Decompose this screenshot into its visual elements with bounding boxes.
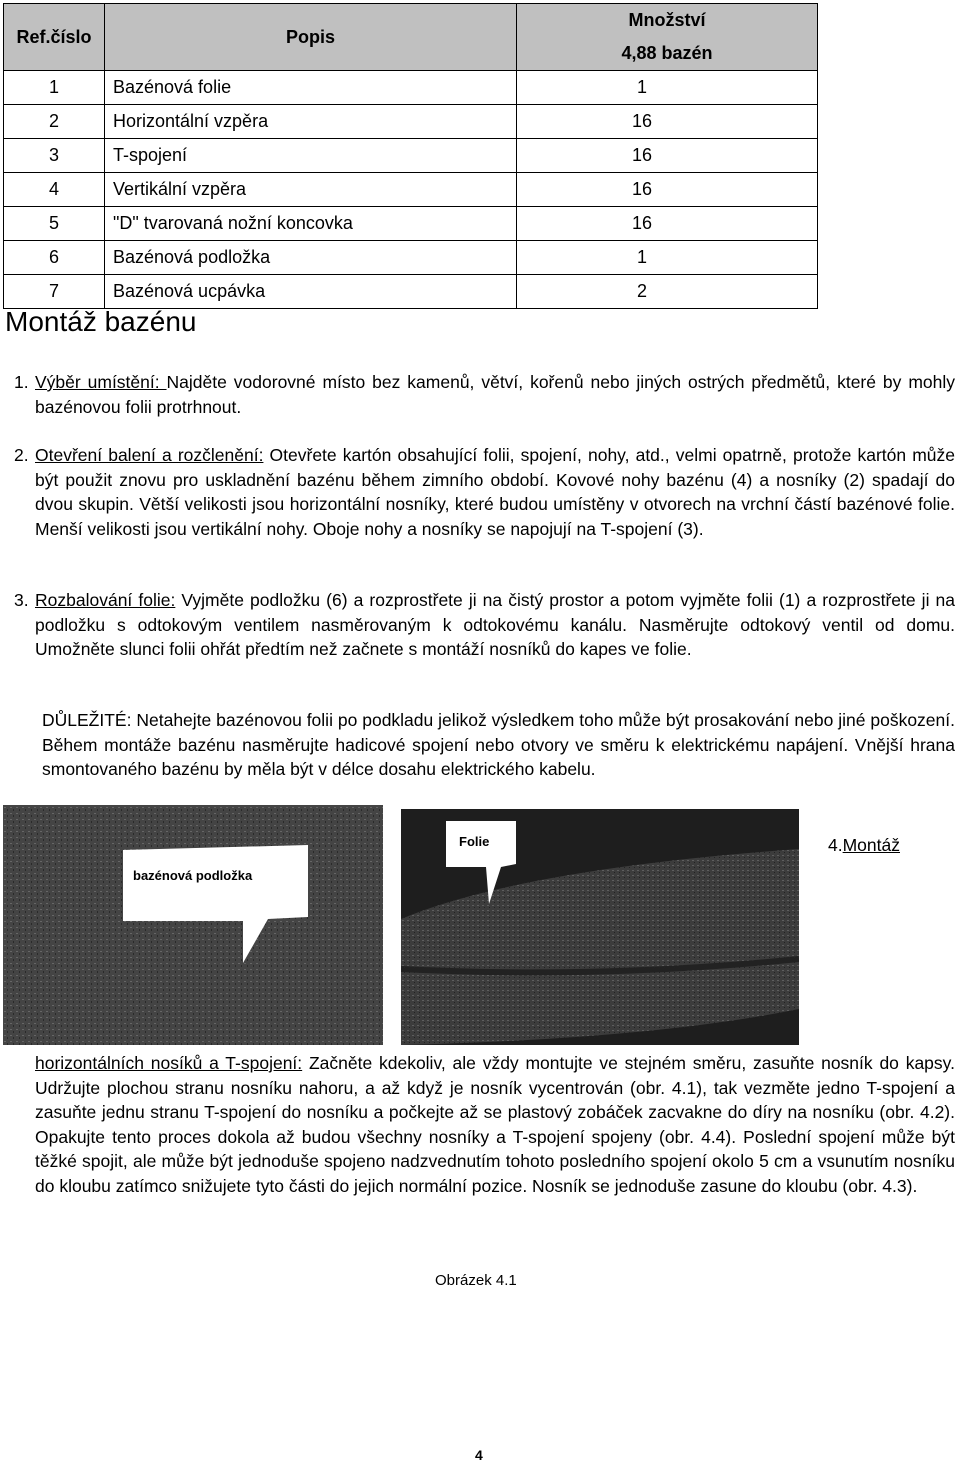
table-cell-ref: 1 [4, 71, 105, 105]
step-1 [14, 370, 955, 419]
step-4 [35, 1051, 955, 1198]
table-cell-desc: Bazénová folie [105, 71, 517, 105]
step-4-number: 4. [828, 835, 843, 855]
table-header-row [4, 4, 818, 38]
table-row [4, 241, 818, 275]
table-cell-ref: 3 [4, 139, 105, 173]
table-cell-ref: 7 [4, 275, 105, 309]
step-3 [14, 588, 955, 662]
table-cell-desc: Vertikální vzpěra [105, 173, 517, 207]
section-title: Montáž bazénu [5, 306, 197, 337]
step-4-heading-a: Montáž [842, 835, 900, 855]
header-qty: Množství [517, 4, 818, 38]
step-4-body: Začněte kdekoliv, ale vždy montujte ve stejném směru, zasuňte nosník do kapsy. Udržujte plochou stranu nosníku nahoru, a až když je nosník vycentrován (obr. 4.1), tak vezměte jedno T-spojení a zasuňte jednu stranu T-spojení do nosníku a počkejte až se plastový zobáček zacvakne do díry na nosníku (obr. 4.2). Opakujte tento proces dokola až budou všechny nosníky a T-spojení spojeny (obr. 4.4). Poslední spojení může být těžké spojit, ale může být jednoduše spojeno nadzvednutím tohoto posledního spojení okolo 5 cm a vsunutím nosníku do kloubu zatímco snižujete tyto části do jejich normální pozice. Nosník se jednoduše zasune do kloubu (obr. 4.3). [35, 1053, 955, 1196]
step-1-heading: Výběr umístění: [35, 372, 167, 392]
table-cell-qty: 16 [517, 173, 818, 207]
photo-label-underlay: bazénová podložka [133, 868, 253, 883]
parts-table [3, 3, 818, 309]
table-cell-ref: 6 [4, 241, 105, 275]
table-row [4, 139, 818, 173]
table-row [4, 71, 818, 105]
table-row [4, 207, 818, 241]
table-cell-qty: 2 [517, 275, 818, 309]
step-2-heading: Otevření balení a rozčlenění: [35, 445, 264, 465]
step-1-number: 1. [14, 372, 29, 392]
header-qty-sub: 4,88 bazén [517, 37, 818, 71]
table-cell-qty: 1 [517, 241, 818, 275]
table-cell-qty: 16 [517, 139, 818, 173]
step-2 [14, 443, 955, 541]
table-cell-desc: Horizontální vzpěra [105, 105, 517, 139]
photo-label-liner: Folie [459, 834, 490, 849]
table-row [4, 275, 818, 309]
step-2-body: Otevřete kartón obsahující folii, spojení, nohy, atd., velmi opatrně, protože kartón může být použit znovu pro uskladnění bazénu během zimního období. Kovové nohy bazénu (4) a nosníky (2) spadají do dvou skupin. Větší velikosti jsou horizontální nosníky, které budou umístěny v otvorech na vrchní částí bazénové folie. Menší velikosti jsou vertikální nohy. Oboje nohy a nosníky se napojují na T-spojení (3). [35, 445, 955, 539]
table-cell-desc: Bazénová ucpávka [105, 275, 517, 309]
table-cell-qty: 16 [517, 207, 818, 241]
table-cell-ref: 2 [4, 105, 105, 139]
header-desc: Popis [105, 4, 517, 71]
table-cell-ref: 5 [4, 207, 105, 241]
photo-pool-liner [401, 809, 799, 1045]
table-row [4, 173, 818, 207]
table-cell-desc: T-spojení [105, 139, 517, 173]
page-number: 4 [475, 1447, 483, 1463]
table-cell-qty: 16 [517, 105, 818, 139]
figure-caption: Obrázek 4.1 [435, 1272, 517, 1289]
photo-pool-underlay-texture [3, 805, 383, 1045]
step-4-heading-b: horizontálních nosíků a T-spojení: [35, 1053, 303, 1073]
table-cell-desc: Bazénová podložka [105, 241, 517, 275]
step-4-heading-start [828, 835, 900, 856]
step-3-body: Vyjměte podložku (6) a rozprostřete ji na čistý prostor a potom vyjměte folii (1) a rozprostřete ji na podložku s odtokovým ventilem nasměrovaným k odtokovému kanálu. Nasměrujte odtokový ventil od domu. Umožněte slunci folii ohřát předtím než začnete s montáží nosníků do kapes ve folie. [35, 590, 955, 659]
step-1-body: Najděte vodorovné místo bez kamenů, větví, kořenů nebo jiných ostrých předmětů, které by mohly bazénovou folii protrhnout. [35, 372, 955, 417]
header-ref: Ref.číslo [4, 4, 105, 71]
step-2-number: 2. [14, 445, 29, 465]
step-3-number: 3. [14, 590, 29, 610]
table-cell-qty: 1 [517, 71, 818, 105]
important-note: DŮLEŽITÉ: Netahejte bazénovou folii po podkladu jelikož výsledkem toho může být prosakování nebo jiné poškození. Během montáže bazénu nasměrujte hadicové spojení nebo otvory ve směru k elektrickému napájení. Vnější hrana smontovaného bazénu by měla být v délce dosahu elektrického kabelu. [42, 710, 955, 779]
photo-pool-underlay [3, 805, 383, 1045]
table-cell-desc: "D" tvarovaná nožní koncovka [105, 207, 517, 241]
table-row [4, 105, 818, 139]
step-3-heading: Rozbalování folie: [35, 590, 176, 610]
table-cell-ref: 4 [4, 173, 105, 207]
